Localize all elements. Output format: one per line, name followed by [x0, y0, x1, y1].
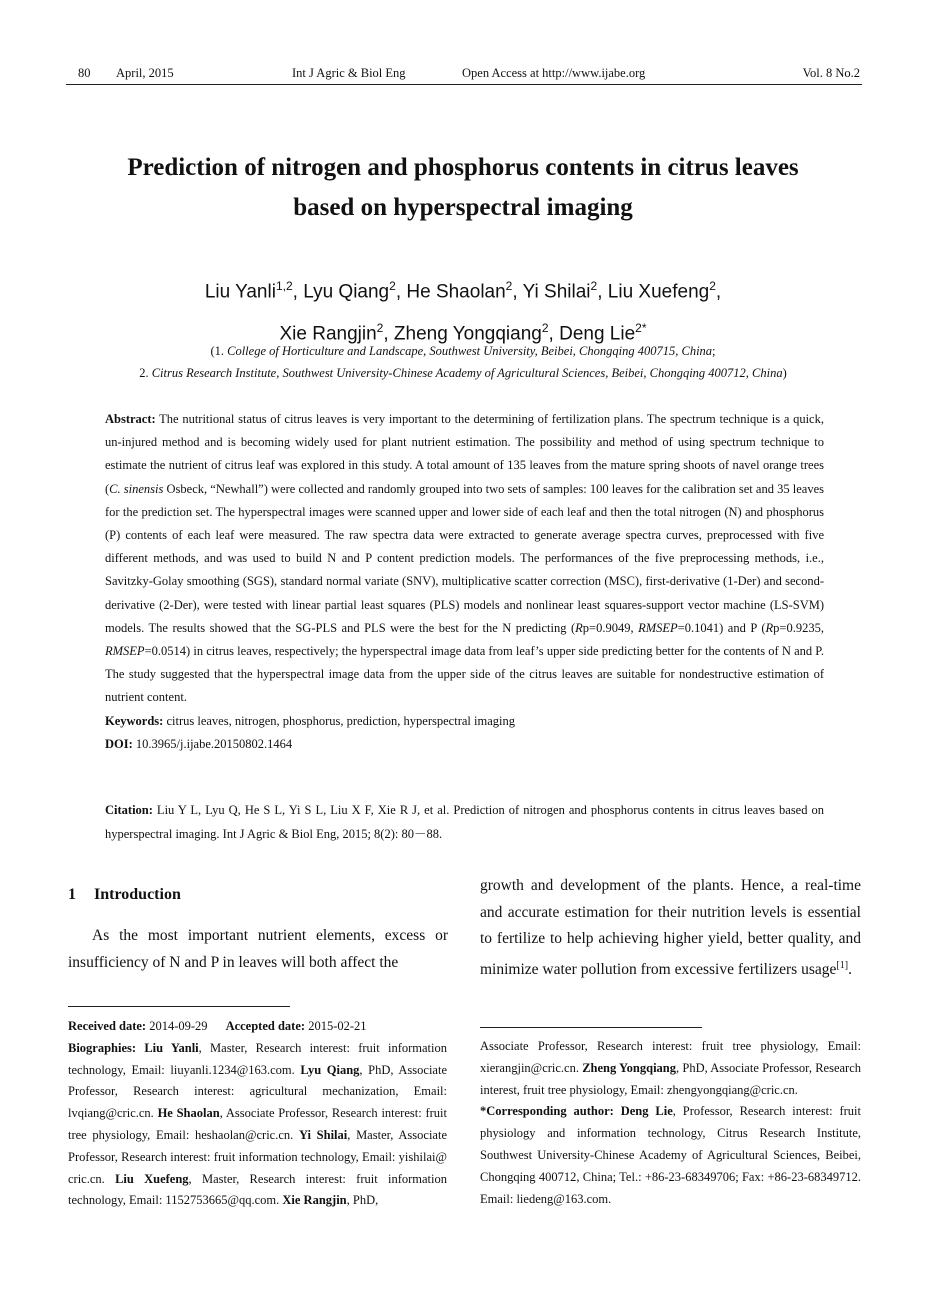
author: He Shaolan — [406, 281, 506, 303]
biographies: Biographies: Liu Yanli, Master, Research interest: fruit information technology, Email: liuyanli.1234@163.com. Lyu Qiang, PhD, Associate Professor, Research interest: agricultural mechanization, Email: lvqiang@cric.cn. He Shaolan, Associate Professor, Research interest: fruit tree physiology, Email: heshaolan@cric.cn. Yi Shilai, Master, Associate Professor, Research interest: fruit information technology, Email: yishilai@ cric.cn. Liu Xuefeng, Master, Research interest: fruit information technology, Email: 1152753665@qq.com. Xie Rangjin, PhD, — [68, 1040, 448, 1208]
footnote-divider-right — [480, 1027, 702, 1028]
footnote-right — [480, 1036, 861, 1210]
volume-info: Vol. 8 No.2 — [802, 66, 860, 80]
biographies-continued: Associate Professor, Research interest: fruit tree physiology, Email: xierangjin@cric.cn. Zheng Yongqiang, PhD, Associate Professor, Research interest, fruit tree physiology, Email: zhengyongqiang@cric.cn. — [480, 1039, 862, 1097]
title-line-1: Prediction of nitrogen and phosphorus contents in citrus leaves — [127, 154, 799, 181]
affiliation-2: Citrus Research Institute, Southwest University-Chinese Academy of Agricultural Sciences, Beibei, Chongqing 400712, China — [151, 366, 783, 380]
citation: Citation: Liu Y L, Lyu Q, He S L, Yi S L, Liu X F, Xie R J, et al. Prediction of nitrogen and phosphorus contents in citrus leaves based on hyperspectral imaging. Int J Agric & Biol Eng, 2015; 8(2): 80－88. — [105, 803, 824, 841]
affiliation-1: College of Horticulture and Landscape, Southwest University, Beibei, Chongqing 400715, China — [227, 344, 713, 358]
title-line-2: based on hyperspectral imaging — [293, 194, 633, 221]
keywords: Keywords: citrus leaves, nitrogen, phosphorus, prediction, hyperspectral imaging — [105, 713, 515, 728]
abstract — [105, 408, 824, 756]
author-line-1: Liu Yanli$^{1,2}$, Lyu Qiang$^2$, He Shaolan$^2$, Yi Shilai$^2$, Liu Xuefeng$^2$, — [204, 279, 722, 303]
footnote-divider-left — [68, 1006, 290, 1007]
author: Zheng Yongqiang — [393, 323, 542, 345]
intro-paragraph-left: As the most important nutrient elements, excess or insufficiency of N and P in leaves will both affect the — [68, 927, 448, 971]
corresponding-author: *Corresponding author: Deng Lie, Professor, Research interest: fruit physiology and information technology, Citrus Research Institute, Southwest University-Chinese Academy of Agricultural Sciences, Beibei, Chongqing 400712, China; Tel.: +86-23-68349706; Fax: +86-23-68349712. Email: liedeng@163.com. — [480, 1104, 861, 1206]
section-title: Introduction — [94, 886, 181, 903]
intro-paragraph-right: growth and development of the plants. Hence, a real-time and accurate estimation for their nutrition levels is essential to fertilize to help achieving higher yield, better quality, and minimize water pollution from excessive fertilizers usage[1]. — [480, 877, 861, 978]
doi: DOI: 10.3965/j.ijabe.20150802.1464 — [105, 736, 293, 751]
abstract-body: Abstract: The nutritional status of citrus leaves is very important to the determining of fertilization plans. The spectrum technique is a quick, un-injured method and is becoming widely used for plant nutrient estimation. The possibility and method of using spectrum technique to estimate the nutrient of citrus leaf was explored in this study. A total amount of 135 leaves from the mature spring shoots of navel orange trees (C. sinensis Osbeck, “Newhall”) were collected and randomly grouped into two sets of samples: 100 leaves for the calibration set and 35 leaves for the prediction set. The hyperspectral images were scanned upper and lower side of each leaf and then the total nitrogen (N) and phosphorus (P) contents of each leaf were measured. The raw spectra data were extracted to generate average spectra curves, preprocessed with five different methods, and was used to build N and P content prediction models. The performances of the five preprocessing methods, i.e., Savitzky-Golay smoothing (SGS), standard normal variate (SNV), multiplicative scatter correction (MSC), first-derivative (1-Der) and second-derivative (2-Der), were tested with linear partial least squares (PLS) models and nonlinear least squares-support vector machine (LS-SVM) models. The results showed that the SG-PLS and PLS were the best for the N predicting (Rp=0.9049, RMSEP=0.1041) and P (Rp=0.9235, RMSEP=0.0514) in citrus leaves, respectively; the hyperspectral image data from leaf’s upper side predicting better for the contents of N and P. The study suggested that the hyperspectral image data from the upper side of the citrus leaves are suitable for nondestructive estimation of nutrient content. — [105, 412, 824, 705]
author: Liu Yanli — [204, 281, 276, 303]
author: Xie Rangjin — [279, 323, 377, 345]
author: Deng Lie — [559, 323, 636, 345]
affiliations: (1. College of Horticulture and Landscape, Southwest University, Beibei, Chongqing 400715, China; 2. Citrus Research Institute, Southwest University-Chinese Academy of Agricultural Sciences, Beibei, Chongqing 400712, China) — [139, 344, 787, 380]
paper-title — [0, 148, 926, 228]
reference-link[interactable]: [1] — [836, 959, 849, 971]
received-dates: Received date: 2014-09-29 Accepted date: 2015-02-21 — [68, 1019, 367, 1033]
section-heading — [68, 886, 181, 904]
issue-date: April, 2015 — [116, 66, 174, 80]
author: Lyu Qiang — [303, 281, 390, 303]
author: Liu Xuefeng — [607, 281, 710, 303]
open-access-url: Open Access at http://www.ijabe.org — [462, 66, 646, 80]
journal-name: Int J Agric & Biol Eng — [292, 66, 406, 80]
running-header — [66, 66, 862, 85]
page-number: 80 — [78, 66, 91, 80]
author: Yi Shilai — [522, 281, 591, 303]
section-number: 1 — [68, 886, 76, 903]
author-line-2: Xie Rangjin$^2$, Zheng Yongqiang$^2$, Deng Lie$^{2*}$ — [279, 321, 647, 345]
footnote-left — [68, 1016, 447, 1212]
